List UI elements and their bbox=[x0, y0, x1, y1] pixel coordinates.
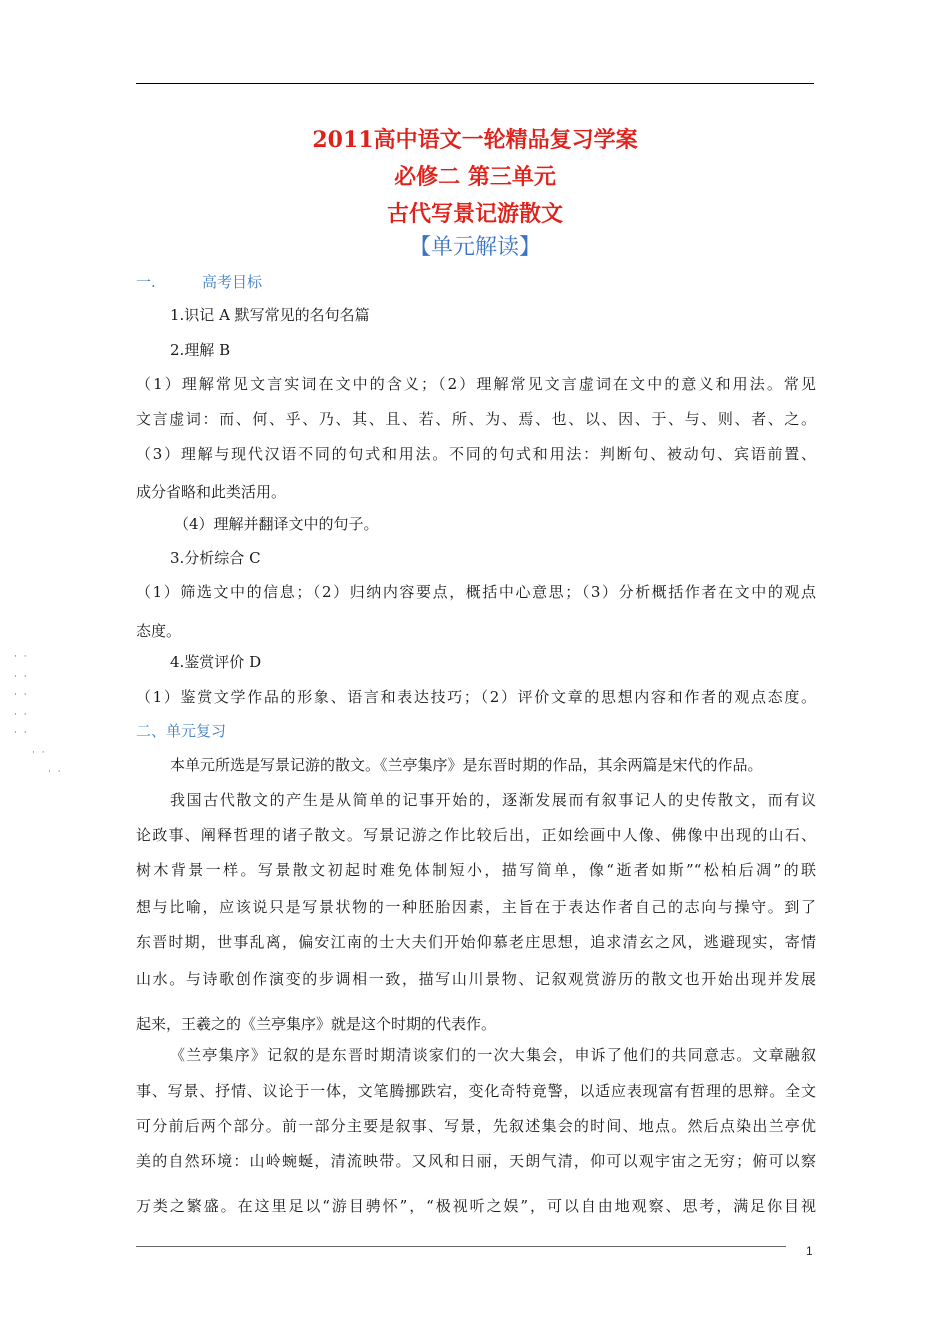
document-title: 2011高中语文一轮精品复习学案 bbox=[312, 127, 638, 153]
goal-item-3: 3.分析综合 C bbox=[170, 549, 261, 567]
unit-subtitle: 必修二 第三单元 bbox=[394, 164, 556, 190]
goal-text: （3）理解与现代汉语不同的句式和用法。不同的句式和用法：判断句、被动句、宾语前置、 bbox=[136, 445, 816, 463]
unit-topic: 古代写景记游散文 bbox=[386, 201, 563, 227]
margin-mark: · · bbox=[14, 728, 29, 738]
margin-mark: · · bbox=[14, 672, 29, 682]
paragraph-line: 论政事、阐释哲理的诸子散文。写景记游之作比较后出，正如绘画中人像、佛像中出现的山石、 bbox=[136, 826, 816, 844]
paragraph-line: 事、写景、抒情、议论于一体，文笔腾挪跌宕，变化奇特竟警，以适应表现富有哲理的思辩。全文 bbox=[136, 1082, 816, 1100]
margin-mark: · · bbox=[14, 690, 29, 700]
unit-reading-heading: 【单元解读】 bbox=[408, 235, 541, 260]
paragraph-line: 山水。与诗歌创作演变的步调相一致，描写山川景物、记叙观赏游历的散文也开始出现并发展 bbox=[136, 970, 816, 988]
goal-item-2: 2.理解 B bbox=[170, 341, 231, 359]
section-number: 一. bbox=[136, 273, 156, 291]
goal-item-1: 1.识记 A 默写常见的名句名篇 bbox=[170, 306, 370, 324]
goal-text: （1）理解常见文言实词在文中的含义；（2）理解常见文言虚词在文中的意义和用法。常见 bbox=[136, 375, 816, 393]
goal-text: 成分省略和此类活用。 bbox=[136, 483, 287, 501]
goal-text: （1）筛选文中的信息；（2）归纳内容要点，概括中心意思；（3）分析概括作者在文中的观点 bbox=[136, 583, 816, 601]
paragraph-line: 东晋时期，世事乱离，偏安江南的士大夫们开始仰慕老庄思想，追求清玄之风，逃避现实，寄情 bbox=[136, 933, 816, 951]
paragraph-line: 树木背景一样。写景散文初起时难免体制短小，描写简单，像“逝者如斯”“松柏后凋”的联 bbox=[136, 861, 816, 879]
section-title: 高考目标 bbox=[202, 273, 263, 291]
section-heading-goals bbox=[136, 271, 262, 292]
margin-mark: · · bbox=[14, 652, 29, 662]
paragraph-line: 《兰亭集序》记叙的是东晋时期清谈家们的一次大集会，申诉了他们的共同意志。文章融叙 bbox=[170, 1046, 816, 1064]
section-heading-review: 二、单元复习 bbox=[136, 722, 227, 740]
goal-text: （1）鉴赏文学作品的形象、语言和表达技巧；（2）评价文章的思想内容和作者的观点态度。 bbox=[136, 688, 816, 706]
goal-text: 文言虚词：而、何、乎、乃、其、且、若、所、为、焉、也、以、因、于、与、则、者、之。 bbox=[136, 410, 816, 428]
goal-item-4: 4.鉴赏评价 D bbox=[170, 653, 262, 671]
paragraph-line: 我国古代散文的产生是从简单的记事开始的，逐渐发展而有叙事记人的史传散文，而有议 bbox=[170, 791, 816, 809]
paragraph-line: 本单元所选是写景记游的散文。《兰亭集序》是东晋时期的作品，其余两篇是宋代的作品。 bbox=[170, 756, 763, 774]
paragraph-line: 美的自然环境：山岭蜿蜒，清流映带。又风和日丽，天朗气清，仰可以观宇宙之无穷；俯可以察 bbox=[136, 1152, 816, 1170]
goal-text: （4）理解并翻译文中的句子。 bbox=[174, 515, 379, 533]
header-rule bbox=[136, 83, 814, 84]
goal-text: 态度。 bbox=[136, 622, 182, 640]
margin-mark: · · bbox=[48, 767, 63, 777]
paragraph-line: 起来，王羲之的《兰亭集序》就是这个时期的代表作。 bbox=[136, 1015, 497, 1033]
footer-rule bbox=[136, 1246, 786, 1247]
paragraph-line: 可分前后两个部分。前一部分主要是叙事、写景，先叙述集会的时间、地点。然后点染出兰亭优 bbox=[136, 1117, 816, 1135]
margin-mark: · · bbox=[14, 710, 29, 720]
paragraph-line: 想与比喻，应该说只是写景状物的一种胚胎因素，主旨在于表达作者自己的志向与操守。到了 bbox=[136, 898, 816, 916]
paragraph-line: 万类之繁盛。在这里足以“游目骋怀”，“极视听之娱”，可以自由地观察、思考，满足你目视 bbox=[136, 1197, 816, 1215]
page-number: 1 bbox=[806, 1244, 813, 1258]
margin-mark: · · bbox=[32, 748, 47, 758]
